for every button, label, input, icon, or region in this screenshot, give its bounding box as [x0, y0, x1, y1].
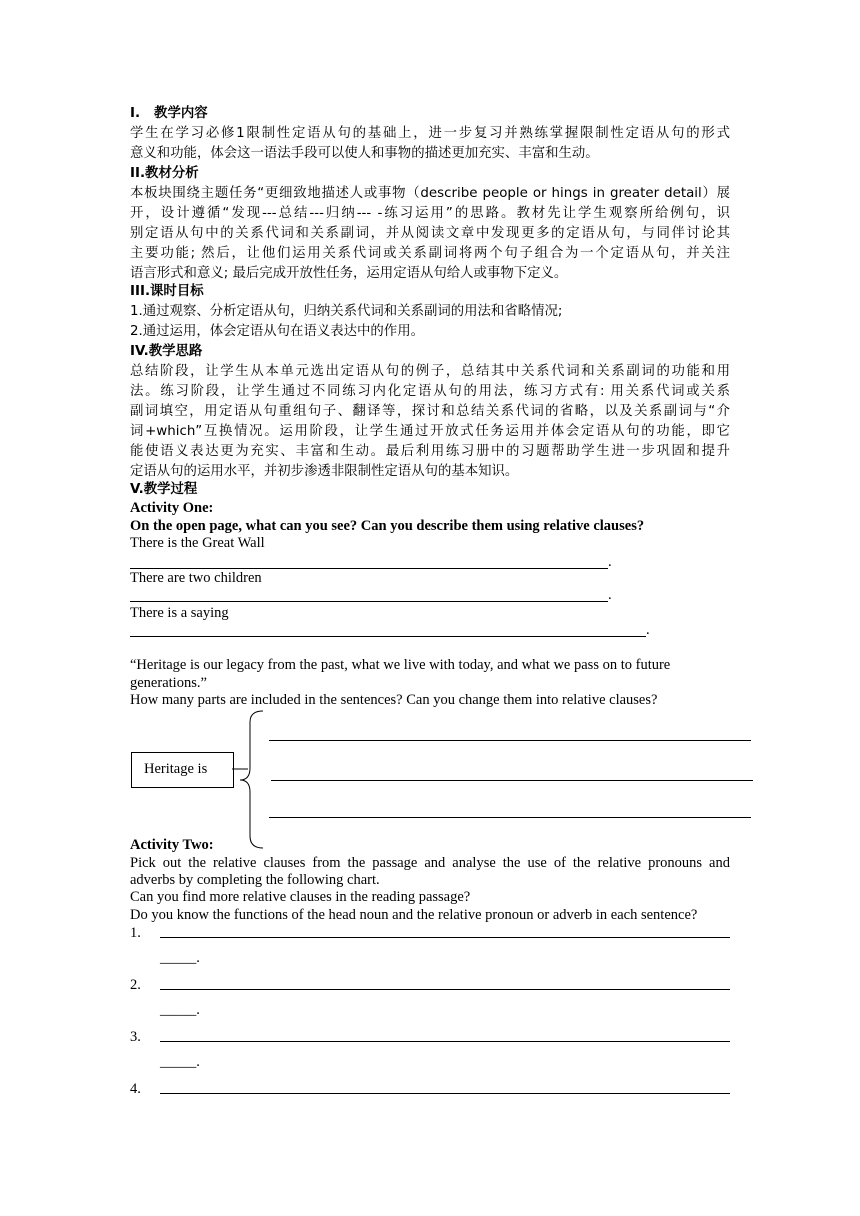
section-text-line: 开，设计遵循“发现---总结---归纳--- -练习运用”的思路。教材先让学生观察所给例句，识 — [130, 206, 730, 221]
answer-blank-tail[interactable]: _____. — [160, 1002, 200, 1018]
section-text-line: 别定语从句中的关系代词和关系副词，并从阅读文章中发现更多的定语从句，与同伴讨论其 — [130, 226, 730, 241]
relative-clause-line[interactable] — [271, 780, 753, 781]
prompt-two-children: There are two children — [130, 570, 262, 586]
heritage-box — [131, 752, 234, 788]
heritage-box-label: Heritage is — [144, 761, 208, 777]
relative-clause-line[interactable] — [269, 740, 751, 741]
section-title-goals: III.课时目标 — [130, 284, 204, 299]
section-text-line: 总结阶段，让学生从本单元选出定语从句的例子，总结其中关系代词和关系副词的功能和用 — [130, 364, 730, 379]
activity-two-title: Activity Two: — [130, 837, 214, 853]
answer-blank-line[interactable] — [160, 1041, 730, 1042]
activity-two-intro-line: Pick out the relative clauses from the passage and analyse the use of the relative pronouns and — [130, 855, 730, 871]
section-text-line: 语言形式和意义; 最后完成开放性任务，运用定语从句给人或事物下定义。 — [130, 266, 568, 281]
answer-blank-line[interactable] — [160, 989, 730, 990]
section-text-line: 1.通过观察、分析定语从句，归纳关系代词和关系副词的用法和省略情况; — [130, 304, 563, 319]
heritage-quote-line: generations.” — [130, 675, 207, 691]
section-text-line: 意义和功能，体会这一语法手段可以使人和事物的描述更加充实、丰富和生动。 — [130, 146, 599, 161]
activity-one-title: Activity One: — [130, 500, 214, 516]
section-text-line: 能使语义表达更为充实、丰富和生动。最后利用练习册中的习题帮助学生进一步巩固和提升 — [130, 444, 730, 459]
activity-two-question1: Can you find more relative clauses in the reading passage? — [130, 889, 471, 905]
answer-blank-line[interactable] — [160, 1093, 730, 1094]
blank-period: . — [608, 587, 612, 603]
item-number: 1. — [130, 925, 141, 941]
section-title-process: V.教学过程 — [130, 482, 198, 497]
answer-blank-line[interactable] — [130, 636, 646, 637]
answer-blank-line[interactable] — [160, 937, 730, 938]
item-number: 3. — [130, 1029, 141, 1045]
section-title-content: I. 教学内容 — [130, 106, 208, 121]
activity-two-intro-line: adverbs by completing the following chart. — [130, 872, 380, 888]
section-text-line: 本板块围绕主题任务“更细致地描述人或事物（describe people or hings in greater detail）展 — [130, 186, 730, 201]
section-text-line: 学生在学习必修1限制性定语从句的基础上，进一步复习并熟练掌握限制性定语从句的形式 — [130, 126, 730, 141]
section-title-approach: IV.教学思路 — [130, 344, 203, 359]
heritage-quote-line: “Heritage is our legacy from the past, what we live with today, and what we pass on to future — [130, 657, 671, 673]
item-number: 4. — [130, 1081, 141, 1097]
answer-blank-line[interactable] — [130, 601, 608, 602]
brace-connector — [230, 708, 270, 852]
relative-clause-line[interactable] — [269, 817, 751, 818]
section-text-line: 副词填空，用定语从句重组句子、翻译等，探讨和总结关系代词的省略，以及关系副词与“介 — [130, 404, 730, 419]
answer-blank-tail[interactable]: _____. — [160, 950, 200, 966]
activity-one-question2: How many parts are included in the sentences? Can you change them into relative clauses? — [130, 692, 658, 708]
activity-two-question2: Do you know the functions of the head noun and the relative pronoun or adverb in each sentence? — [130, 907, 698, 923]
section-text-line: 主要功能; 然后，让他们运用关系代词或关系副词将两个句子组合为一个定语从句，并关注 — [130, 246, 730, 261]
section-text-line: 定语从句的运用水平，并初步渗透非限制性定语从句的基本知识。 — [130, 464, 519, 479]
section-text-line: 2.通过运用，体会定语从句在语义表达中的作用。 — [130, 324, 424, 339]
activity-one-question: On the open page, what can you see? Can you describe them using relative clauses? — [130, 518, 645, 534]
prompt-great-wall: There is the Great Wall — [130, 535, 265, 551]
answer-blank-tail[interactable]: _____. — [160, 1054, 200, 1070]
section-text-line: 法。练习阶段，让学生通过不同练习内化定语从句的用法，练习方式有: 用关系代词或关系 — [130, 384, 730, 399]
item-number: 2. — [130, 977, 141, 993]
blank-period: . — [646, 622, 650, 638]
section-text-line: 词+which”互换情况。运用阶段，让学生通过开放式任务运用并体会定语从句的功能，即它 — [130, 424, 730, 439]
prompt-saying: There is a saying — [130, 605, 229, 621]
blank-period: . — [608, 554, 612, 570]
section-title-analysis: II.教材分析 — [130, 166, 199, 181]
